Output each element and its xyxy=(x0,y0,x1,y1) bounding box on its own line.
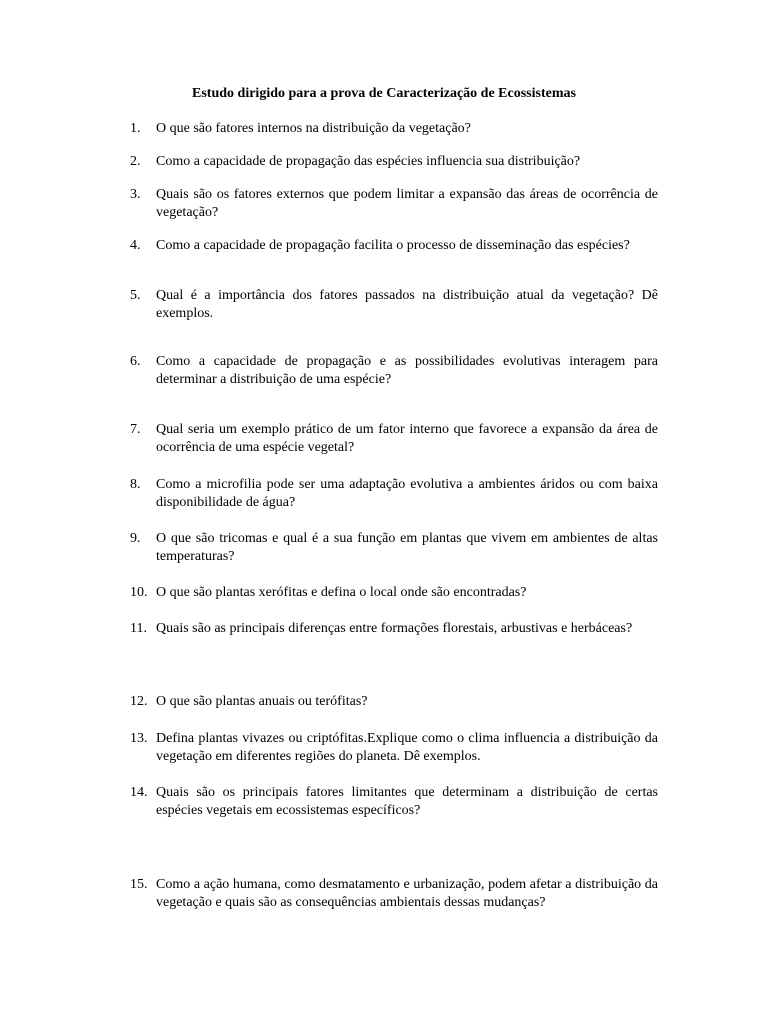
question-number: 4. xyxy=(130,238,141,253)
question-number: 11. xyxy=(130,621,147,636)
question-text: Como a capacidade de propagação das espécies influencia sua distribuição? xyxy=(156,154,581,169)
question-text: Defina plantas vivazes ou criptófitas.Explique como o clima influencia a distribuição da vegetação em diferentes regiões do planeta. Dê exemplos. xyxy=(156,731,658,764)
question-number: 7. xyxy=(130,422,141,437)
question-number: 12. xyxy=(130,694,148,709)
question-item xyxy=(130,287,658,323)
question-text: Qual seria um exemplo prático de um fator interno que favorece a expansão da área de ocorrência de uma espécie vegetal? xyxy=(156,422,658,455)
question-number: 6. xyxy=(130,354,141,369)
question-text: Quais são os fatores externos que podem limitar a expansão das áreas de ocorrência de vegetação? xyxy=(156,187,658,220)
question-item xyxy=(130,620,658,638)
question-text: O que são plantas xerófitas e defina o local onde são encontradas? xyxy=(156,585,527,600)
question-item xyxy=(130,784,658,820)
question-item xyxy=(130,153,658,171)
question-text: O que são fatores internos na distribuição da vegetação? xyxy=(156,121,471,136)
question-item xyxy=(130,421,658,457)
question-number: 5. xyxy=(130,288,141,303)
question-text: Qual é a importância dos fatores passados na distribuição atual da vegetação? Dê exemplos. xyxy=(156,288,658,321)
question-text: Como a microfilia pode ser uma adaptação evolutiva a ambientes áridos ou com baixa disponibilidade de água? xyxy=(156,477,658,510)
question-text: Como a capacidade de propagação e as possibilidades evolutivas interagem para determinar a distribuição de uma espécie? xyxy=(156,354,658,387)
question-text: Como a ação humana, como desmatamento e urbanização, podem afetar a distribuição da vegetação e quais são as consequências ambientais dessas mudanças? xyxy=(156,877,658,910)
question-text: Quais são as principais diferenças entre formações florestais, arbustivas e herbáceas? xyxy=(156,621,633,636)
question-item xyxy=(130,186,658,222)
question-text: O que são tricomas e qual é a sua função em plantas que vivem em ambientes de altas temperaturas? xyxy=(156,531,658,564)
question-number: 3. xyxy=(130,187,141,202)
question-number: 14. xyxy=(130,785,148,800)
question-number: 15. xyxy=(130,877,148,892)
question-number: 10. xyxy=(130,585,148,600)
question-number: 1. xyxy=(130,121,141,136)
question-number: 2. xyxy=(130,154,141,169)
question-item xyxy=(130,530,658,566)
question-number: 8. xyxy=(130,477,141,492)
question-number: 13. xyxy=(130,731,148,746)
question-item xyxy=(130,730,658,766)
question-item xyxy=(130,237,658,255)
question-item xyxy=(130,476,658,512)
question-item xyxy=(130,353,658,389)
question-item xyxy=(130,120,658,138)
question-item xyxy=(130,876,658,912)
question-text: Como a capacidade de propagação facilita o processo de disseminação das espécies? xyxy=(156,238,630,253)
question-item xyxy=(130,584,658,602)
question-text: O que são plantas anuais ou terófitas? xyxy=(156,694,368,709)
question-text: Quais são os principais fatores limitantes que determinam a distribuição de certas espécies vegetais em ecossistemas específicos? xyxy=(156,785,658,818)
question-number: 9. xyxy=(130,531,141,546)
question-item xyxy=(130,693,658,711)
page-title: Estudo dirigido para a prova de Caracterização de Ecossistemas xyxy=(192,86,576,101)
